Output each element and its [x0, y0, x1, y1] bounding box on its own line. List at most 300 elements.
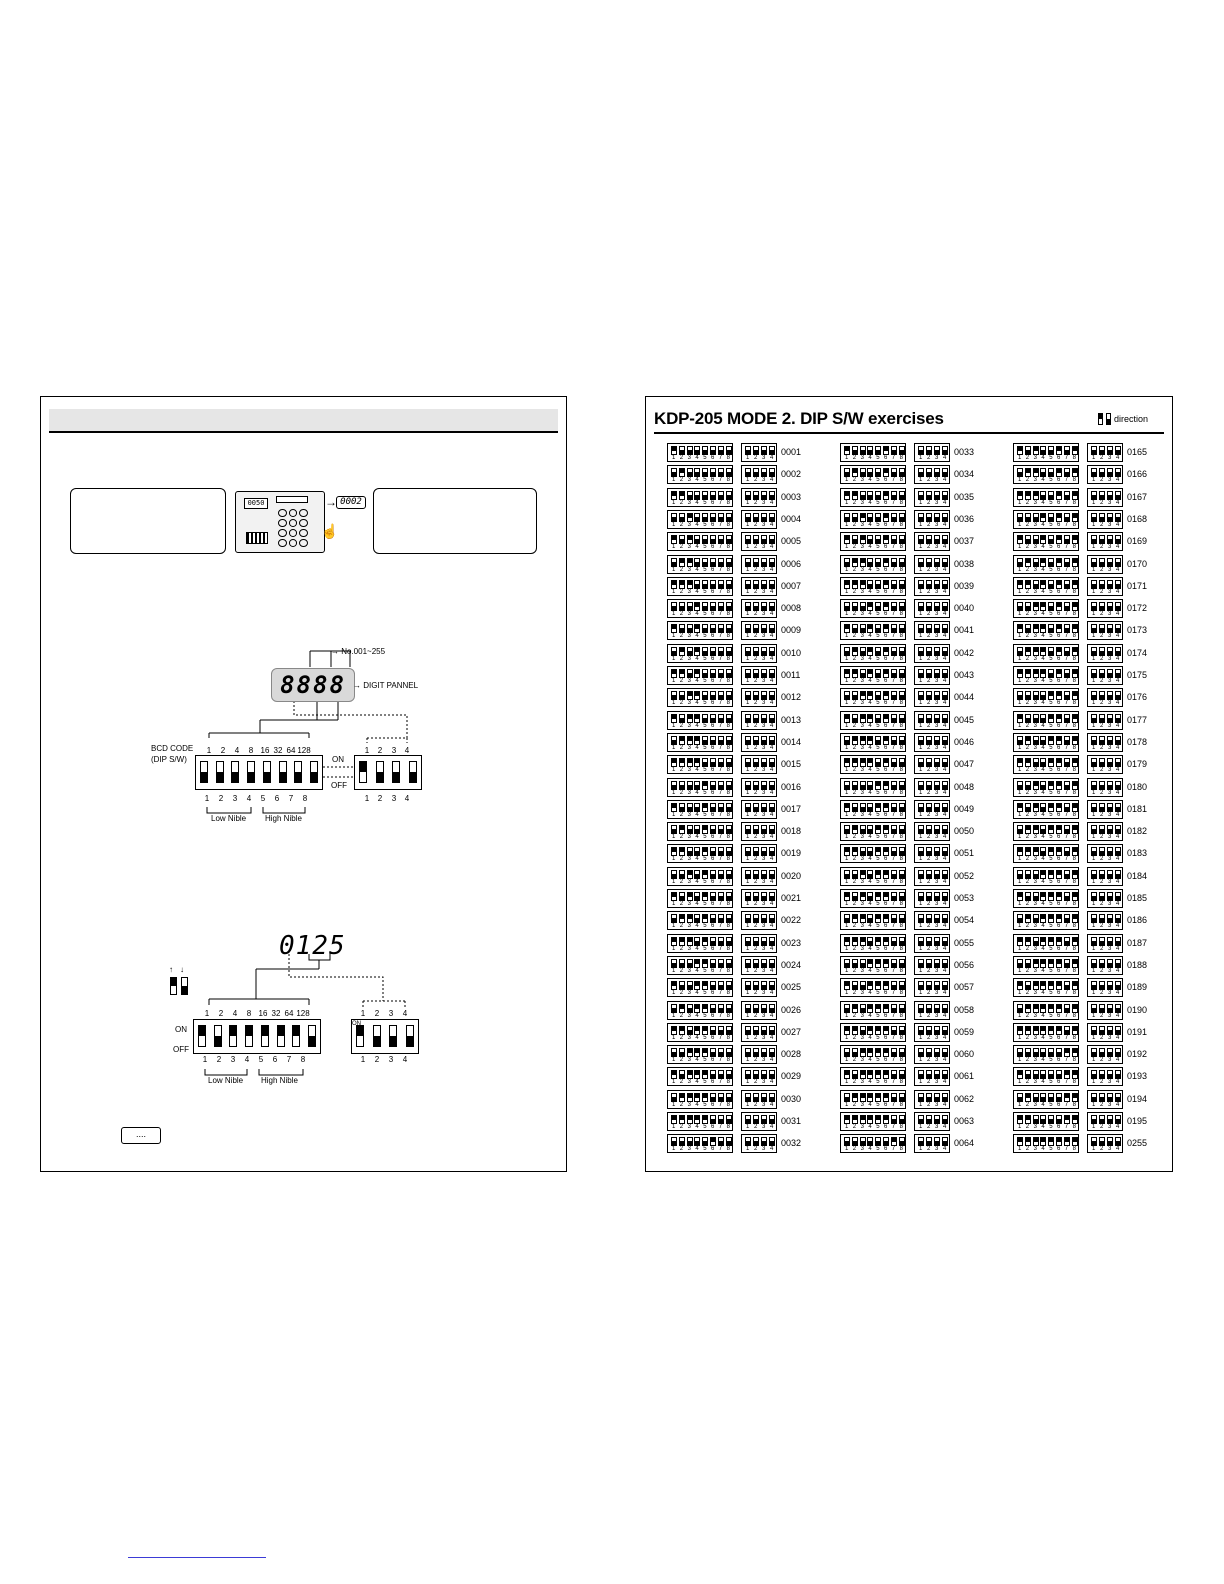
mini-switch-lever — [1017, 736, 1023, 745]
exercise-item — [1013, 778, 1183, 797]
mini-switch-number: 7 — [1064, 878, 1069, 885]
dip4-switch-mini — [914, 711, 950, 730]
dip4-switch-mini — [1087, 755, 1123, 774]
dip4-switch-mini — [914, 978, 950, 997]
exercise-number-label: 0001 — [781, 447, 802, 457]
mini-switch-number: 4 — [770, 544, 774, 551]
mini-switch-lever — [687, 513, 693, 522]
mini-switch-number: 3 — [1108, 789, 1112, 796]
dip-switch-lever — [245, 1025, 253, 1047]
mini-switch-number: 4 — [770, 1012, 774, 1019]
mini-switch-number: 1 — [1018, 1034, 1022, 1041]
mini-switch-lever — [753, 847, 759, 856]
mini-switch-number: 3 — [762, 1012, 766, 1019]
mini-switch-number: 5 — [703, 945, 707, 952]
mini-switch-lever — [1033, 803, 1039, 812]
mini-switch-number: 4 — [868, 834, 872, 841]
mini-switch-lever — [710, 513, 716, 522]
mini-switch-number: 4 — [1041, 1146, 1045, 1153]
mini-switch-lever — [883, 691, 889, 700]
mini-switch-number: 1 — [1018, 1124, 1022, 1130]
mini-switch-number: 2 — [754, 700, 758, 707]
mini-switch-number: 4 — [1041, 767, 1045, 774]
mini-switch-number: 2 — [927, 834, 931, 841]
switch-number-label: 32 — [273, 746, 283, 755]
dip4-switch-mini — [1087, 532, 1123, 551]
dip8-switch-mini — [667, 733, 733, 752]
mini-switch-number: 8 — [899, 566, 903, 573]
mini-switch-lever — [694, 758, 700, 767]
mini-switch-lever — [753, 669, 759, 678]
mini-switch-lever — [710, 647, 716, 656]
mini-switch-lever — [918, 1115, 924, 1124]
mini-switch-lever — [702, 1093, 708, 1102]
mini-switch-number: 3 — [860, 1101, 864, 1108]
mini-switch-lever — [852, 736, 858, 745]
mini-switch-lever — [1017, 669, 1023, 678]
mini-switch-lever — [726, 1137, 732, 1146]
mini-switch-lever — [710, 914, 716, 923]
mini-switch-lever — [1072, 758, 1078, 767]
mini-switch-lever — [1040, 959, 1046, 968]
mini-switch-number: 3 — [1108, 499, 1112, 506]
mini-switch-number: 6 — [884, 611, 888, 618]
mini-switch-lever — [1048, 825, 1054, 834]
mini-switch-lever — [883, 1070, 889, 1079]
mini-switch-lever — [891, 691, 897, 700]
mini-switch-lever — [1056, 580, 1062, 589]
mini-switch-lever — [671, 602, 677, 611]
mini-switch-number: 2 — [1100, 477, 1104, 484]
mini-switch-number: 3 — [860, 901, 864, 907]
mini-switch-lever — [694, 870, 700, 879]
mini-switch-lever — [1091, 736, 1097, 745]
mini-switch-lever — [844, 825, 850, 834]
mini-switch-number: 4 — [1041, 655, 1045, 662]
mini-switch-number: 5 — [703, 990, 707, 997]
mini-switch-number: 4 — [943, 700, 947, 707]
mini-switch-lever — [726, 602, 732, 611]
mini-switch-number: 8 — [1072, 878, 1076, 885]
mini-switch-number: 2 — [1100, 678, 1104, 684]
mini-switch-number: 6 — [711, 455, 715, 461]
mini-switch-number: 2 — [679, 1101, 684, 1108]
mini-switch-lever — [745, 937, 751, 946]
mini-switch-number: 4 — [943, 499, 947, 506]
mini-switch-lever — [1017, 892, 1023, 901]
exercise-number-label: 0024 — [781, 959, 802, 970]
dip8-switch-mini — [840, 733, 906, 752]
mini-switch-number: 1 — [845, 477, 849, 484]
mini-switch-lever — [1033, 446, 1039, 455]
mini-switch-lever — [679, 647, 685, 656]
dip4-switch-mini — [914, 889, 950, 908]
mini-switch-number: 2 — [852, 566, 857, 573]
dip4-switch-mini — [914, 822, 950, 841]
mini-switch-lever — [1091, 468, 1097, 477]
mini-switch-number: 7 — [718, 923, 723, 930]
mini-switch-lever — [899, 1093, 905, 1102]
dip4-switch-mini — [741, 822, 777, 841]
mini-switch-lever — [1115, 535, 1121, 544]
mini-switch-lever — [1099, 1070, 1105, 1079]
mini-switch-number: 4 — [943, 856, 947, 863]
mini-switch-number: 5 — [1049, 477, 1053, 484]
dip8-switch-mini — [667, 956, 733, 975]
switch-number-label: 5 — [260, 794, 266, 803]
mini-switch-lever — [883, 781, 889, 790]
mini-switch-lever — [694, 825, 700, 834]
mini-switch-lever — [1017, 513, 1023, 522]
mini-switch-number: 6 — [1057, 990, 1061, 997]
exercise-item — [1013, 800, 1183, 819]
dip4-switch-mini — [914, 666, 950, 685]
mini-switch-lever — [1040, 1070, 1046, 1079]
mini-switch-number: 2 — [754, 834, 758, 841]
mini-switch-number: 1 — [1092, 744, 1096, 751]
mini-switch-number: 7 — [1064, 455, 1069, 461]
dip4-switch-mini — [741, 934, 777, 953]
mini-switch-lever — [710, 491, 716, 500]
mini-switch-lever — [679, 580, 685, 589]
mini-switch-lever — [918, 870, 924, 879]
mini-switch-lever — [753, 736, 759, 745]
mini-switch-number: 3 — [1108, 878, 1112, 885]
mini-switch-lever — [1064, 959, 1070, 968]
mini-switch-number: 2 — [1100, 700, 1104, 707]
mini-switch-number: 4 — [868, 811, 872, 818]
mini-switch-lever — [671, 914, 677, 923]
mini-switch-lever — [1048, 1115, 1054, 1124]
mini-switch-lever — [694, 602, 700, 611]
dip4-switch-mini — [914, 1023, 950, 1042]
mini-switch-number: 3 — [687, 722, 691, 729]
mini-switch-lever — [844, 781, 850, 790]
mini-switch-lever — [1091, 1048, 1097, 1057]
mini-switch-lever — [852, 491, 858, 500]
dip4-switch-mini — [914, 465, 950, 484]
mini-switch-number: 8 — [1072, 1057, 1076, 1064]
mini-switch-number: 1 — [672, 521, 676, 528]
mini-switch-lever — [1033, 870, 1039, 879]
mini-switch-lever — [753, 714, 759, 723]
mini-switch-lever — [1017, 446, 1023, 455]
mini-switch-lever — [891, 669, 897, 678]
dip8-switch-mini — [840, 688, 906, 707]
mini-switch-lever — [679, 691, 685, 700]
mini-switch-lever — [671, 736, 677, 745]
mini-switch-lever — [883, 1026, 889, 1035]
mini-switch-number: 5 — [1049, 678, 1053, 684]
mini-switch-number: 5 — [703, 744, 707, 751]
mini-switch-number: 7 — [1064, 789, 1069, 796]
mini-switch-number: 1 — [746, 811, 750, 818]
mini-switch-number: 3 — [860, 477, 864, 484]
mini-switch-number: 2 — [852, 834, 857, 841]
mini-switch-lever — [852, 580, 858, 589]
mini-switch-number: 3 — [935, 655, 939, 662]
mini-switch-lever — [1064, 892, 1070, 901]
mini-switch-lever — [942, 959, 948, 968]
mini-switch-lever — [891, 558, 897, 567]
mini-switch-lever — [753, 825, 759, 834]
mini-switch-number: 8 — [899, 767, 903, 774]
mini-switch-lever — [1072, 981, 1078, 990]
dip4-switch-mini — [741, 532, 777, 551]
mini-switch-number: 8 — [899, 967, 903, 974]
mini-switch-number: 5 — [876, 967, 880, 974]
mini-switch-number: 2 — [1025, 767, 1030, 774]
mini-switch-number: 8 — [899, 856, 903, 863]
mini-switch-lever — [926, 513, 932, 522]
mini-switch-lever — [860, 758, 866, 767]
diagram1-high-nible: High Nible — [265, 814, 302, 823]
mini-switch-number: 1 — [746, 633, 750, 640]
dip8-switch-mini — [667, 755, 733, 774]
mini-switch-number: 2 — [1100, 611, 1104, 618]
mini-switch-number: 1 — [746, 878, 750, 885]
mini-switch-lever — [942, 1004, 948, 1013]
mini-switch-number: 2 — [927, 544, 931, 551]
mini-switch-lever — [1107, 1048, 1113, 1057]
mini-switch-number: 2 — [852, 789, 857, 796]
mini-switch-number: 7 — [718, 834, 723, 841]
mini-switch-lever — [1064, 870, 1070, 879]
mini-switch-number: 1 — [1092, 1079, 1096, 1086]
exercise-item — [840, 1045, 1010, 1064]
mini-switch-lever — [1033, 1004, 1039, 1013]
mini-switch-number: 3 — [687, 834, 691, 841]
mini-switch-lever — [679, 1048, 685, 1057]
dip4-switch-mini — [1087, 443, 1123, 462]
mini-switch-lever — [875, 580, 881, 589]
mini-switch-number: 1 — [672, 544, 676, 551]
mini-switch-lever — [671, 647, 677, 656]
mini-switch-number: 3 — [860, 611, 864, 618]
mini-switch-lever — [694, 691, 700, 700]
mini-switch-number: 6 — [884, 878, 888, 885]
mini-switch-number: 1 — [845, 923, 849, 930]
dip4-switch-mini — [741, 555, 777, 574]
mini-switch-number: 4 — [695, 611, 699, 618]
mini-switch-number: 8 — [1072, 834, 1076, 841]
mini-switch-lever — [899, 535, 905, 544]
mini-switch-number: 1 — [672, 1079, 676, 1086]
keypad-display: 0050 — [244, 498, 268, 509]
mini-switch-lever — [1107, 914, 1113, 923]
mini-switch-lever — [726, 847, 732, 856]
exercise-number-label: 0059 — [954, 1026, 975, 1037]
mini-switch-number: 1 — [919, 544, 923, 551]
mini-switch-number: 4 — [1041, 1101, 1045, 1108]
mini-switch-lever — [710, 691, 716, 700]
mini-switch-lever — [1056, 669, 1062, 678]
mini-switch-number: 1 — [1018, 1012, 1022, 1019]
mini-switch-number: 4 — [943, 789, 947, 796]
dip8-switch-mini — [840, 443, 906, 462]
mini-switch-number: 7 — [1064, 1146, 1069, 1153]
mini-switch-number: 1 — [672, 767, 676, 774]
mini-switch-number: 5 — [703, 655, 707, 662]
mini-switch-lever — [1025, 535, 1031, 544]
mini-switch-lever — [1099, 535, 1105, 544]
mini-switch-number: 3 — [935, 945, 939, 952]
mini-switch-lever — [1091, 959, 1097, 968]
mini-switch-lever — [926, 870, 932, 879]
mini-switch-lever — [899, 468, 905, 477]
mini-switch-number: 4 — [695, 856, 699, 863]
exercise-item — [667, 621, 837, 640]
mini-switch-number: 2 — [1025, 1079, 1030, 1086]
mini-switch-number: 6 — [884, 1146, 888, 1153]
mini-switch-number: 1 — [1018, 455, 1022, 461]
mini-switch-number: 7 — [1064, 700, 1069, 707]
mini-switch-number: 3 — [860, 767, 864, 774]
mini-switch-lever — [942, 870, 948, 879]
mini-switch-lever — [671, 781, 677, 790]
mini-switch-lever — [934, 870, 940, 879]
mini-switch-lever — [844, 647, 850, 656]
mini-switch-lever — [702, 981, 708, 990]
mini-switch-lever — [867, 714, 873, 723]
exercise-item — [1013, 1090, 1183, 1109]
mini-switch-lever — [891, 981, 897, 990]
mini-switch-number: 3 — [935, 901, 939, 907]
mini-switch-lever — [1115, 580, 1121, 589]
mini-switch-lever — [875, 1137, 881, 1146]
mini-switch-number: 4 — [943, 1124, 947, 1130]
mini-switch-lever — [745, 1004, 751, 1013]
mini-switch-lever — [860, 491, 866, 500]
mini-switch-number: 2 — [1100, 811, 1104, 818]
mini-switch-lever — [694, 914, 700, 923]
dip-switch-lever — [373, 1025, 381, 1047]
exercise-number-label: 0056 — [954, 959, 975, 970]
mini-switch-number: 7 — [718, 655, 723, 662]
dip4-switch-mini — [741, 1001, 777, 1020]
mini-switch-number: 3 — [935, 521, 939, 528]
dip8-switch-mini — [1013, 733, 1079, 752]
mini-switch-lever — [844, 1004, 850, 1013]
dip4-switch-mini — [741, 956, 777, 975]
exercise-number-label: 0173 — [1127, 625, 1148, 636]
mini-switch-lever — [1064, 758, 1070, 767]
mini-switch-lever — [1025, 736, 1031, 745]
mini-switch-number: 4 — [868, 611, 872, 618]
exercise-number-label: 0033 — [954, 447, 975, 457]
mini-switch-lever — [1091, 513, 1097, 522]
mini-switch-lever — [1091, 1137, 1097, 1146]
mini-switch-lever — [1048, 847, 1054, 856]
mini-switch-lever — [1033, 1070, 1039, 1079]
mini-switch-lever — [1107, 959, 1113, 968]
mini-switch-number: 1 — [672, 1124, 676, 1130]
mini-switch-lever — [844, 892, 850, 901]
mini-switch-lever — [718, 647, 724, 656]
mini-switch-number: 2 — [1025, 633, 1030, 640]
mini-switch-number: 8 — [726, 744, 730, 751]
mini-switch-lever — [934, 691, 940, 700]
mini-switch-number: 3 — [935, 923, 939, 930]
mini-switch-lever — [934, 468, 940, 477]
mini-switch-lever — [702, 558, 708, 567]
mini-switch-number: 1 — [746, 923, 750, 930]
dip4-switch-mini — [741, 688, 777, 707]
mini-switch-lever — [891, 736, 897, 745]
exercise-number-label: 0020 — [781, 870, 802, 881]
mini-switch-lever — [926, 959, 932, 968]
mini-switch-lever — [867, 847, 873, 856]
mini-switch-number: 4 — [770, 1101, 774, 1108]
mini-switch-number: 1 — [845, 1034, 849, 1041]
mini-switch-lever — [883, 446, 889, 455]
mini-switch-lever — [867, 981, 873, 990]
mini-switch-number: 7 — [891, 1146, 896, 1153]
switch-number-label: 4 — [234, 746, 240, 755]
mini-switch-lever — [875, 1048, 881, 1057]
exercise-item — [667, 577, 837, 596]
mini-switch-lever — [1115, 647, 1121, 656]
mini-switch-number: 6 — [711, 611, 715, 618]
mini-switch-lever — [1017, 647, 1023, 656]
mini-switch-number: 2 — [927, 1079, 931, 1086]
mini-switch-number: 2 — [852, 655, 857, 662]
dip4-switch-mini — [741, 465, 777, 484]
mini-switch-lever — [844, 491, 850, 500]
mini-switch-number: 4 — [695, 521, 699, 528]
mini-switch-lever — [852, 1070, 858, 1079]
mini-switch-number: 1 — [746, 521, 750, 528]
mini-switch-lever — [671, 580, 677, 589]
mini-switch-lever — [899, 1070, 905, 1079]
mini-switch-lever — [1099, 468, 1105, 477]
mini-switch-number: 1 — [672, 923, 676, 930]
mini-switch-number: 4 — [943, 945, 947, 952]
dip8-switch-mini — [840, 1001, 906, 1020]
mini-switch-number: 1 — [845, 901, 849, 907]
mini-switch-lever — [769, 1093, 775, 1102]
mini-switch-number: 3 — [687, 477, 691, 484]
mini-switch-number: 6 — [884, 455, 888, 461]
mini-switch-lever — [918, 714, 924, 723]
mini-switch-number: 7 — [718, 945, 723, 952]
mini-switch-lever — [860, 825, 866, 834]
mini-switch-lever — [918, 513, 924, 522]
mini-switch-number: 2 — [1100, 655, 1104, 662]
mini-switch-number: 1 — [746, 499, 750, 506]
mini-switch-lever — [860, 847, 866, 856]
dip8-switch-mini — [1013, 688, 1079, 707]
mini-switch-lever — [1107, 937, 1113, 946]
mini-switch-number: 3 — [860, 1057, 864, 1064]
mini-switch-number: 1 — [919, 967, 923, 974]
dip8-switch-mini — [667, 1067, 733, 1086]
mini-switch-lever — [1033, 580, 1039, 589]
dip8-switch-mini — [1013, 956, 1079, 975]
mini-switch-lever — [926, 892, 932, 901]
mini-switch-number: 4 — [770, 655, 774, 662]
mini-switch-number: 7 — [1064, 767, 1069, 774]
mini-switch-lever — [891, 1137, 897, 1146]
dip4-switch-mini — [1087, 889, 1123, 908]
mini-switch-number: 3 — [762, 923, 766, 930]
mini-switch-number: 4 — [770, 499, 774, 506]
dip4-switch-mini — [914, 867, 950, 886]
mini-switch-lever — [1064, 803, 1070, 812]
mini-switch-number: 1 — [919, 990, 923, 997]
exercise-number-label: 0023 — [781, 937, 802, 948]
switch-number-label: 5 — [258, 1055, 264, 1064]
